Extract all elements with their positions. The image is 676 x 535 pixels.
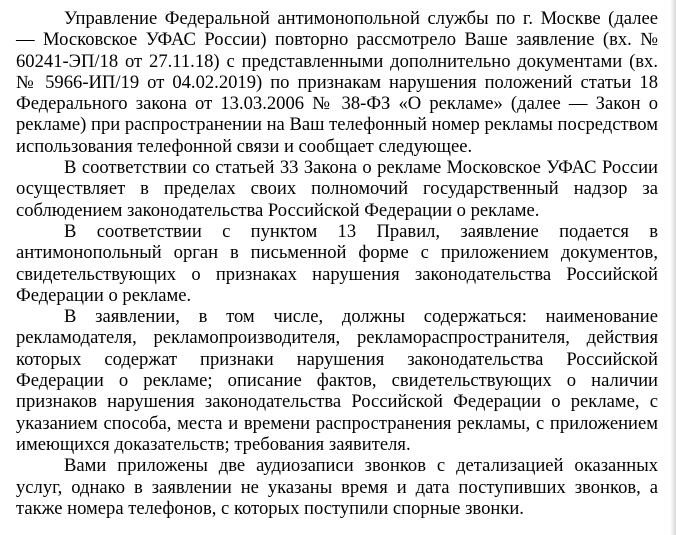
document-body (16, 8, 658, 519)
paragraph-3: В соответствии с пунктом 13 Правил, заявление подается в антимонопольный орган в письменной форме с приложением документов, свидетельствующих о признаках нарушения законодательства Российской Федерации о рекламе. (16, 220, 658, 306)
paragraph-1: Управление Федеральной антимонопольной службы по г. Москве (далее — Московское УФАС России) повторно рассмотрело Ваше заявление (вх. № 60241-ЭП/18 от 27.11.18) с представленными дополнительно документами (вх. № 5966-ИП/19 от 04.02.2019) по признакам нарушения положений статьи 18 Федерального закона от 13.03.2006 № 38-ФЗ «О рекламе» (далее — Закон о рекламе) при распространении на Ваш телефонный номер рекламы посредством использования телефонной связи и сообщает следующее. (16, 8, 658, 157)
page-edge-shadow (670, 0, 676, 535)
paragraph-2: В соответствии со статьей 33 Закона о рекламе Московское УФАС России осуществляет в пределах своих полномочий государственный надзор за соблюдением законодательства Российской Федерации о рекламе. (16, 157, 658, 221)
paragraph-5: Вами приложены две аудиозаписи звонков с детализацией оказанных услуг, однако в заявлении не указаны время и дата поступивших звонков, а также номера телефонов, с которых поступили спорные звонки. (16, 455, 658, 519)
paragraph-4: В заявлении, в том числе, должны содержаться: наименование рекламодателя, рекламопроизводителя, рекламораспространителя, действия которых содержат признаки нарушения законодательства Российской Федерации о рекламе; описание фактов, свидетельствующих о наличии признаков нарушения законодательства Российской Федерации о рекламе, с указанием способа, места и времени распространения рекламы, с приложением имеющихся доказательств; требования заявителя. (16, 306, 658, 455)
